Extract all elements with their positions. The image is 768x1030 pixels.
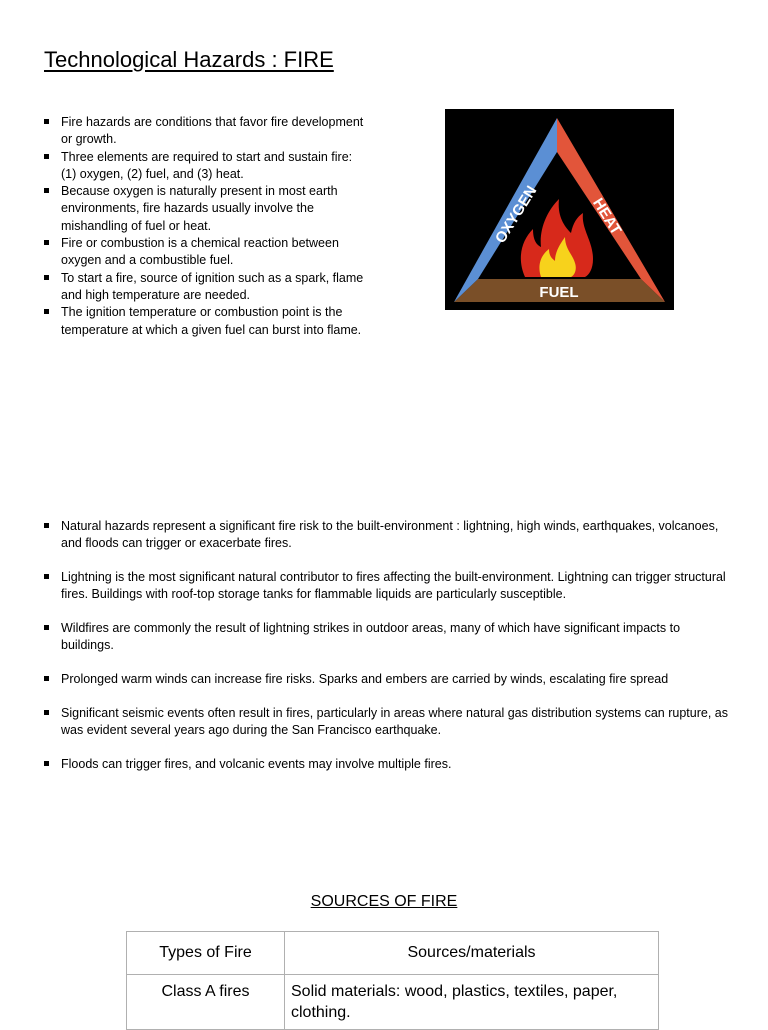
list-item-text: Fire hazards are conditions that favor fire development or growth. bbox=[61, 115, 364, 147]
bullet-marker bbox=[44, 710, 49, 715]
list-item bbox=[44, 671, 734, 688]
page-title: Technological Hazards : FIRE bbox=[44, 47, 334, 72]
list-item-text: Lightning is the most significant natural contributor to fires affecting the built-environment. Lightning can trigger structural fires. Buildings with roof-top storage tanks for flammable liquids are particularly susceptible. bbox=[61, 570, 726, 602]
bullet-marker bbox=[44, 523, 49, 528]
bullet-marker bbox=[44, 309, 49, 314]
bullet-marker bbox=[44, 676, 49, 681]
bullet-marker bbox=[44, 119, 49, 124]
list-item-text: Three elements are required to start and sustain fire: (1) oxygen, (2) fuel, and (3) heat. bbox=[61, 149, 353, 181]
table-cell-sources: Solid materials: wood, plastics, textiles, paper, clothing. bbox=[285, 975, 659, 1030]
list-item bbox=[44, 270, 369, 305]
table-header-row bbox=[127, 932, 659, 975]
list-item-text: Significant seismic events often result in fires, particularly in areas where natural gas distribution systems can rupture, as was evident several years ago during the San Francisco earthquake. bbox=[61, 706, 728, 738]
bullet-marker bbox=[44, 625, 49, 630]
bullet-marker bbox=[44, 574, 49, 579]
list-item bbox=[44, 235, 369, 270]
bullet-marker bbox=[44, 275, 49, 280]
list-item-text: To start a fire, source of ignition such as a spark, flame and high temperature are needed. bbox=[61, 270, 364, 302]
heat-label: HEAT bbox=[589, 195, 625, 238]
oxygen-label: OXYGEN bbox=[491, 182, 541, 247]
list-item bbox=[44, 518, 734, 553]
bullet-marker bbox=[44, 154, 49, 159]
list-item-text: Wildfires are commonly the result of lightning strikes in outdoor areas, many of which have significant impacts to buildings. bbox=[61, 621, 681, 653]
sources-of-fire-heading: SOURCES OF FIRE bbox=[310, 893, 458, 910]
list-item bbox=[44, 620, 734, 655]
table-cell-type: Class A fires bbox=[127, 975, 285, 1030]
list-item bbox=[44, 756, 734, 773]
list-item bbox=[44, 114, 369, 149]
list-item-text: Natural hazards represent a significant fire risk to the built-environment : lightning, high winds, earthquakes, volcanoes, and floods can trigger or exacerbate fires. bbox=[61, 519, 719, 551]
list-item bbox=[44, 149, 369, 184]
column-header-sources: Sources/materials bbox=[285, 932, 659, 975]
list-item bbox=[44, 183, 369, 235]
list-item-text: Because oxygen is naturally present in most earth environments, fire hazards usually involve the mishandling of fuel or heat. bbox=[61, 184, 338, 233]
fire-triangle-diagram bbox=[445, 109, 674, 310]
fuel-label: FUEL bbox=[539, 284, 579, 301]
list-item bbox=[44, 569, 734, 604]
table-row bbox=[127, 975, 659, 1030]
bullet-marker bbox=[44, 761, 49, 766]
list-item-text: The ignition temperature or combustion point is the temperature at which a given fuel can burst into flame. bbox=[61, 305, 362, 337]
natural-hazards-bullet-list bbox=[44, 518, 734, 790]
intro-bullet-list bbox=[44, 114, 369, 339]
bullet-marker bbox=[44, 240, 49, 245]
list-item bbox=[44, 705, 734, 740]
column-header-types: Types of Fire bbox=[127, 932, 285, 975]
bullet-marker bbox=[44, 188, 49, 193]
list-item bbox=[44, 304, 369, 339]
list-item-text: Prolonged warm winds can increase fire risks. Sparks and embers are carried by winds, escalating fire spread bbox=[61, 672, 669, 687]
list-item-text: Floods can trigger fires, and volcanic events may involve multiple fires. bbox=[61, 757, 452, 772]
list-item-text: Fire or combustion is a chemical reaction between oxygen and a combustible fuel. bbox=[61, 236, 339, 268]
sources-of-fire-table bbox=[126, 931, 659, 1030]
